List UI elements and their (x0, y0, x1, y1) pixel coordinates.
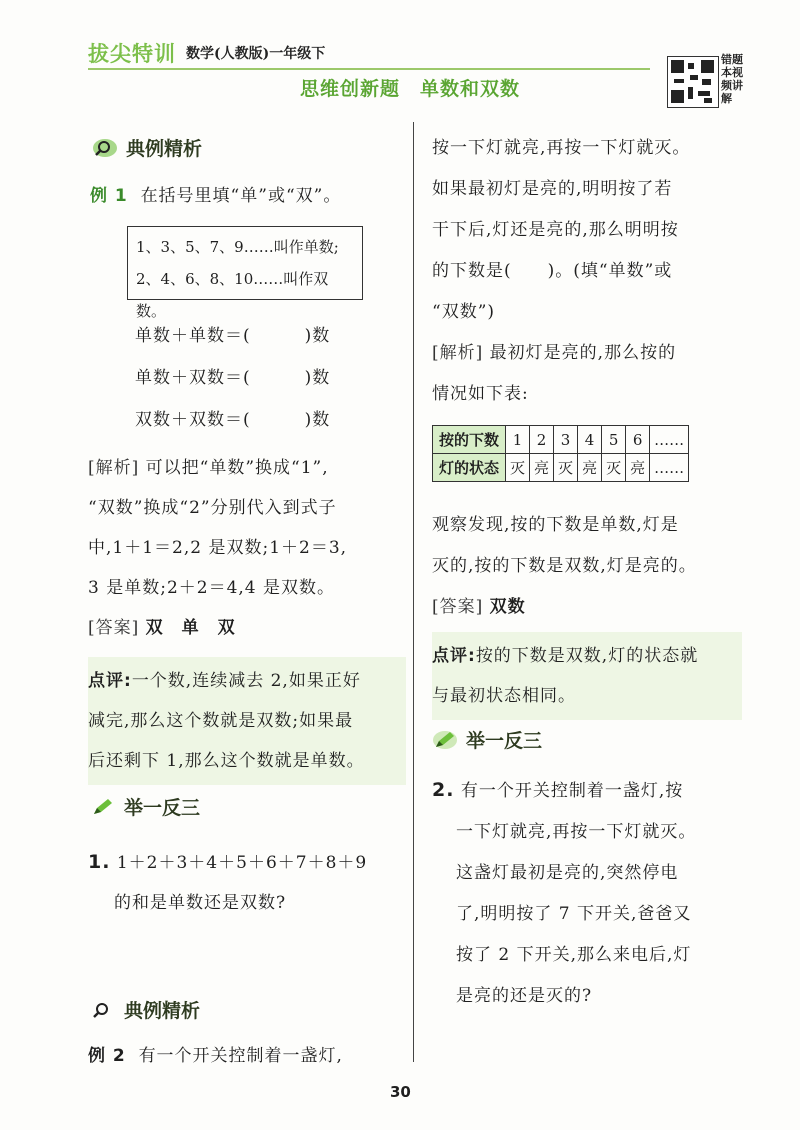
example-line: 干下后,灯还是亮的,那么明明按 (432, 220, 679, 240)
question-line: 这盏灯最初是亮的,突然停电 (456, 863, 679, 883)
answer-tag: [答案] (432, 597, 484, 617)
table-cell: 6 (626, 426, 650, 454)
question-line: 有一个开关控制着一盏灯,按 (460, 781, 684, 801)
question-line: 一下灯就亮,再按一下灯就灭。 (456, 822, 697, 842)
table-cell: 亮 (626, 454, 650, 482)
question-number: 1. (88, 851, 111, 873)
question-line: 的和是单数还是双数? (114, 893, 287, 913)
pencil-icon (432, 730, 458, 750)
question-number: 2. (432, 779, 455, 801)
answer-text: 双数 (489, 597, 526, 617)
table-cell: 灭 (506, 454, 530, 482)
comment-line: 后还剩下 1,那么这个数就是单数。 (88, 751, 365, 771)
section-heading-example (90, 996, 200, 1023)
table-row (433, 454, 689, 482)
table-cell: 3 (554, 426, 578, 454)
column-divider (413, 122, 414, 1062)
section-title: 举一反三 (124, 797, 201, 819)
comment-block (88, 657, 406, 785)
question-1 (88, 842, 408, 923)
table-row (433, 426, 689, 454)
example-label: 例 2 (88, 1046, 126, 1066)
comment-line: 按的下数是双数,灯的状态就 (475, 646, 699, 666)
qr-code-icon[interactable] (667, 56, 719, 108)
answer-text: 双 单 双 (145, 618, 236, 638)
table-header-cell: 按的下数 (433, 426, 506, 454)
magnifier-icon (92, 138, 118, 158)
table-cell: 亮 (578, 454, 602, 482)
analysis-line: “双数”换成“2”分别代入到式子 (88, 498, 337, 518)
question-line: 按了 2 下开关,那么来电后,灯 (456, 945, 692, 965)
press-state-table (432, 425, 689, 482)
table-cell: 1 (506, 426, 530, 454)
analysis-line: 中,1＋1＝2,2 是双数;1＋2＝3, (88, 538, 348, 558)
header-divider (88, 68, 650, 70)
analysis-line: 最初灯是亮的,那么按的 (489, 343, 677, 363)
example-prompt: 在括号里填“单”或“双”。 (140, 186, 342, 206)
observation-line: 观察发现,按的下数是单数,灯是 (432, 515, 679, 535)
table-cell: 灭 (554, 454, 578, 482)
section-title: 举一反三 (466, 730, 543, 752)
answer-line (88, 615, 236, 641)
example-line: 的下数是( )。(填“单数”或 (432, 261, 673, 281)
analysis-tag: [解析] (88, 458, 140, 478)
comment-line: 与最初状态相同。 (432, 686, 576, 706)
comment-tag: 点评: (88, 671, 132, 691)
table-cell: …… (650, 426, 689, 454)
table-cell: 2 (530, 426, 554, 454)
section-heading-practice (90, 793, 200, 820)
fill-blank-line: 双数＋双数＝( )数 (135, 410, 331, 430)
book-subject: 数学(人教版)一年级下 (186, 46, 326, 62)
brand-logo-text: 拔尖特训 (88, 42, 176, 66)
table-cell: 亮 (530, 454, 554, 482)
table-cell: 5 (602, 426, 626, 454)
example-line: “双数”) (432, 302, 496, 322)
example-1-prompt-line (90, 183, 341, 209)
table-cell: 4 (578, 426, 602, 454)
question-line: 1＋2＋3＋4＋5＋6＋7＋8＋9 (116, 853, 368, 873)
example-2-prompt-line (88, 1043, 343, 1069)
table-cell: …… (650, 454, 689, 482)
example-label: 例 1 (90, 186, 128, 206)
fill-blank-line: 单数＋单数＝( )数 (135, 326, 331, 346)
example-line: 如果最初灯是亮的,明明按了若 (432, 179, 673, 199)
definition-box (127, 226, 363, 320)
analysis-tag: [解析] (432, 343, 484, 363)
page-number: 30 (390, 1083, 411, 1101)
question-line: 是亮的还是灭的? (456, 986, 593, 1006)
analysis-line: 3 是单数;2＋2＝4,4 是双数。 (88, 578, 336, 598)
comment-block (432, 632, 742, 720)
page-topic-title: 思维创新题 单数和双数 (300, 78, 521, 100)
qr-caption: 错题本视频讲解 (721, 53, 743, 105)
comment-line: 一个数,连续减去 2,如果正好 (131, 671, 361, 691)
observation-block (432, 505, 762, 628)
definition-line: 2、4、6、8、10……叫作双数。 (136, 270, 329, 320)
section-heading-practice (432, 726, 542, 753)
table-cell: 灭 (602, 454, 626, 482)
observation-line: 灭的,按的下数是双数,灯是亮的。 (432, 556, 697, 576)
analysis-line: 可以把“单数”换成“1”, (145, 458, 329, 478)
example-line: 按一下灯就亮,再按一下灯就灭。 (432, 138, 691, 158)
section-heading-example (92, 134, 202, 161)
magnifier-icon (90, 1000, 116, 1020)
section-title: 典例精析 (124, 1000, 201, 1022)
example-prompt: 有一个开关控制着一盏灯, (138, 1046, 343, 1066)
comment-line: 减完,那么这个数就是双数;如果最 (88, 711, 354, 731)
answer-tag: [答案] (88, 618, 140, 638)
table-header-cell: 灯的状态 (433, 454, 506, 482)
analysis-line: 情况如下表: (432, 384, 529, 404)
analysis-block (88, 448, 406, 608)
comment-tag: 点评: (432, 646, 476, 666)
definition-line: 1、3、5、7、9……叫作单数; (136, 238, 339, 256)
question-2 (432, 770, 762, 1017)
pencil-icon (90, 797, 116, 817)
section-title: 典例精析 (126, 138, 203, 160)
question-line: 了,明明按了 7 下开关,爸爸又 (456, 904, 692, 924)
example-2-continued (432, 128, 762, 415)
fill-blank-line: 单数＋双数＝( )数 (135, 368, 331, 388)
